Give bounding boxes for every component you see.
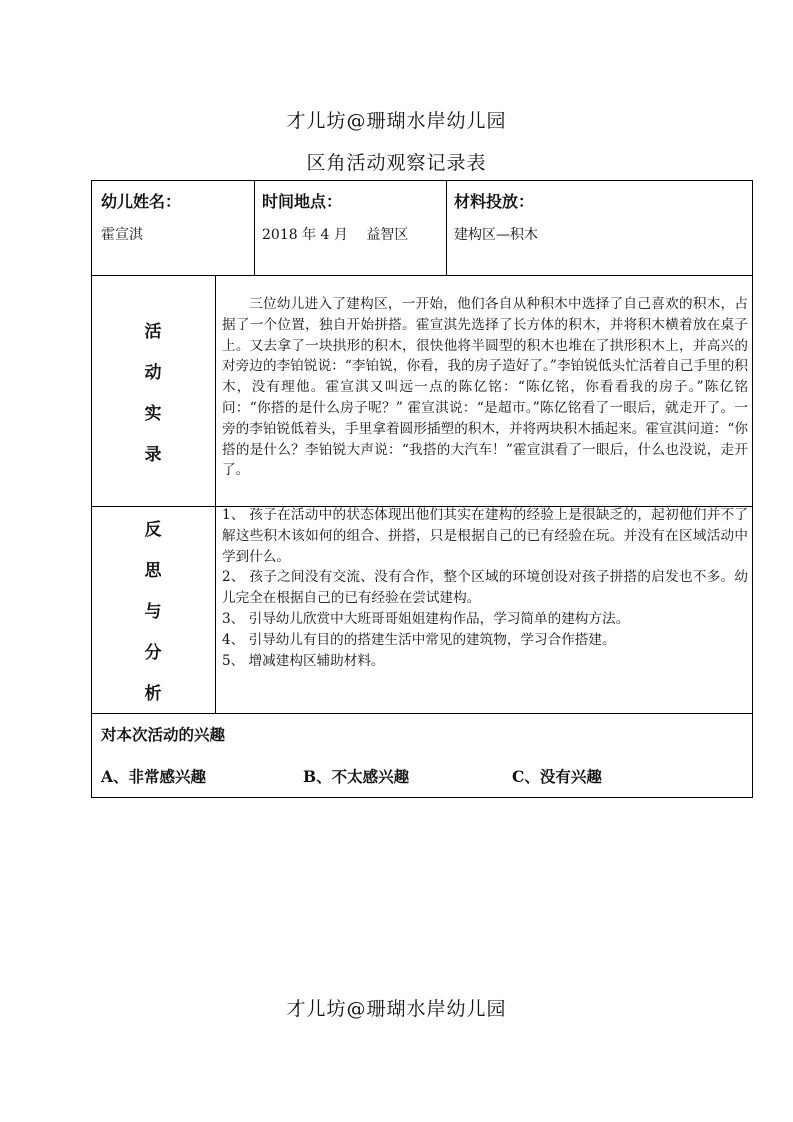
materials-value: 建构区—积木 <box>454 227 538 243</box>
interest-option-b: B、不太感兴趣 <box>303 767 410 786</box>
analysis-label-char-3: 与 <box>144 602 162 622</box>
school-name-footer: 才儿坊@珊瑚水岸幼儿园 <box>286 998 507 1020</box>
analysis-label-char-1: 反 <box>144 520 162 540</box>
info-divider-1 <box>254 180 255 276</box>
analysis-item: 4、 引导幼儿有目的的搭建生活中常见的建筑物，学习合作搭建。 <box>222 631 616 648</box>
info-row <box>91 180 753 276</box>
analysis-label-char-4: 分 <box>144 643 162 663</box>
child-name-label: 幼儿姓名： <box>101 192 182 211</box>
interest-option-a: A、非常感兴趣 <box>101 767 207 786</box>
materials-label: 材料投放： <box>454 192 535 211</box>
form-title: 区角活动观察记录表 <box>306 152 487 174</box>
analysis-item: 5、 增减建构区辅助材料。 <box>222 652 385 669</box>
interest-label: 对本次活动的兴趣 <box>101 725 226 744</box>
activity-record-text: 三位幼儿进入了建构区，一开始，他们各自从种积木中选择了自己喜欢的积木，占据了一个位置，独自开始拼搭。霍宣淇先选择了长方体的积木，并将积木横着放在桌子上。又去拿了一块拱形的积木，很快他将半圆型的积木也堆在了拱形积木上，并高兴的对旁边的李铂锐说：“李铂锐，你看，我的房子造好了。”李铂锐低头忙活着自己手里的积木，没有理他。霍宣淇又叫远一点的陈亿铭：“陈亿铭，你看看我的房子。”陈亿铭问：“你搭的是什么房子呢？” 霍宣淇说：“是超市。”陈亿铭看了一眼后，就走开了。一旁的李铂锐低着头，手里拿着圆形插塑的积木，并将两块积木插起来。霍宣淇问道：“你搭的是什么？李铂锐大声说：“我搭的大汽车！”霍宣淇看了一眼后，什么也没说，走开了。 <box>222 296 748 479</box>
record-label-char-1: 活 <box>144 322 162 342</box>
analysis-list <box>222 505 748 671</box>
analysis-label-char-2: 思 <box>144 561 162 581</box>
analysis-item: 1、 孩子在活动中的状态体现出他们其实在建构的经验上是很缺乏的，起初他们并不了解这些积木该如何的组合、拼搭，只是根据自己的已有经验在玩。并没有在区域活动中学到什么。 <box>222 507 748 565</box>
time-place-value: 2018 年 4 月 益智区 <box>262 227 409 243</box>
school-name-header: 才儿坊@珊瑚水岸幼儿园 <box>286 110 507 132</box>
analysis-item: 3、 引导幼儿欣赏中大班哥哥姐姐建构作品，学习简单的建构方法。 <box>222 610 630 627</box>
record-label-char-3: 实 <box>144 404 162 424</box>
time-place-label: 时间地点： <box>262 192 343 211</box>
analysis-item: 2、 孩子之间没有交流、没有合作，整个区域的环境创设对孩子拼搭的启发也不多。幼儿完全在根据自己的已有经验在尝试建构。 <box>222 569 748 607</box>
analysis-label-char-5: 析 <box>144 684 162 704</box>
info-divider-2 <box>446 180 447 276</box>
child-name-value: 霍宣淇 <box>101 227 143 243</box>
record-label-char-4: 录 <box>144 445 162 465</box>
interest-option-c: C、没有兴趣 <box>512 767 602 786</box>
record-label-char-2: 动 <box>144 363 162 383</box>
